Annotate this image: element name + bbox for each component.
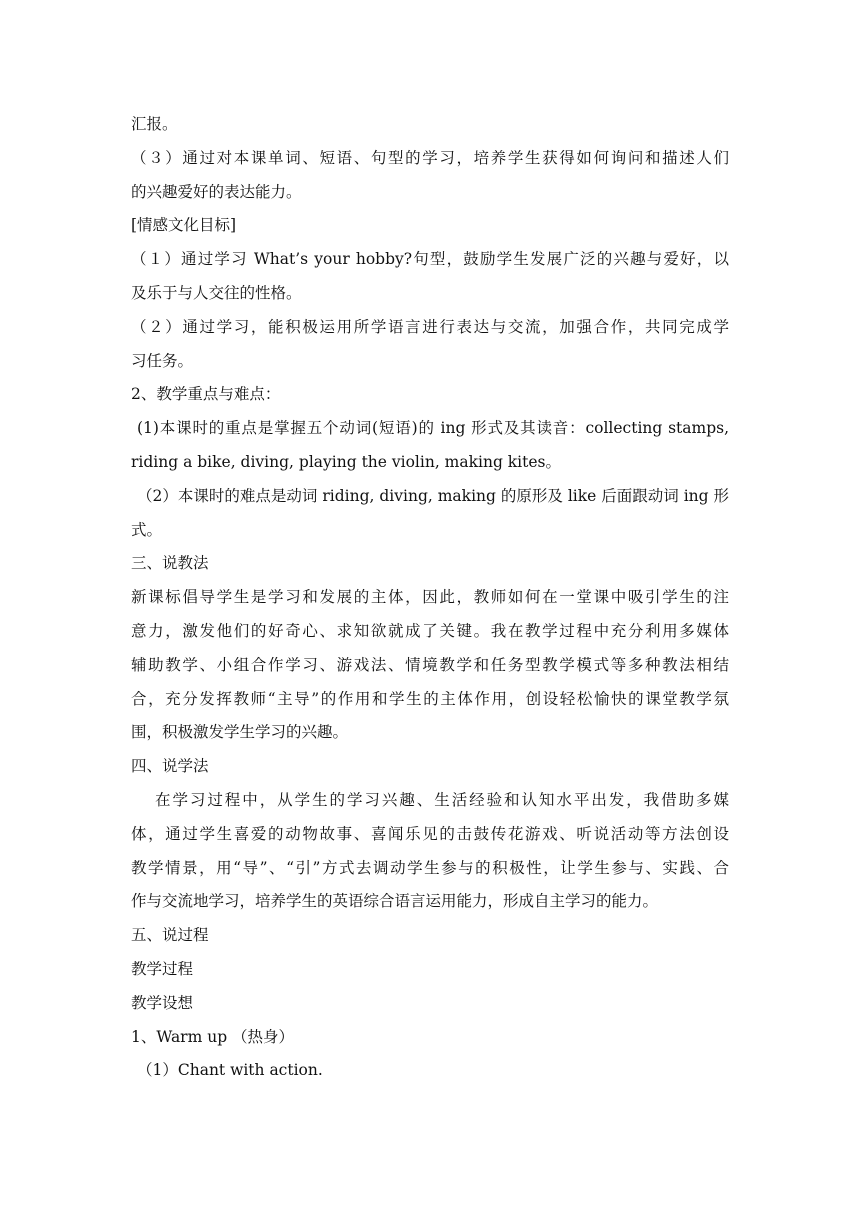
section-heading-key-points: 2、教学重点与难点： <box>131 385 281 404</box>
section-heading-learning-methods: 四、说学法 <box>131 757 209 776</box>
text-line: 新课标倡导学生是学习和发展的主体，因此，教师如何在一堂课中吸引学生的注 <box>131 588 729 607</box>
text-line: （2）本课时的难点是动词 riding, diving, making 的原形及 like 后面跟动词 ing 形 <box>137 486 729 505</box>
step-heading-warm-up: 1、Warm up （热身） <box>131 1027 295 1046</box>
text-line: 围，积极激发学生学习的兴趣。 <box>131 723 349 742</box>
text-line: （1）Chant with action. <box>137 1061 323 1080</box>
section-heading-affective-goals: [情感文化目标] <box>131 216 237 235</box>
section-heading-process: 五、说过程 <box>131 926 209 945</box>
text-line: 在学习过程中，从学生的学习兴趣、生活经验和认知水平出发，我借助多媒 <box>155 790 729 809</box>
text-line: 教学情景，用“导”、“引”方式去调动学生参与的积极性，让学生参与、实践、合 <box>131 858 729 877</box>
text-line: 合，充分发挥教师“主导”的作用和学生的主体作用，创设轻松愉快的课堂教学氛 <box>131 689 729 708</box>
section-heading-teaching-methods: 三、说教法 <box>131 554 209 573</box>
text-line: （３）通过对本课单词、短语、句型的学习，培养学生获得如何询问和描述人们 <box>131 148 729 167</box>
text-line: riding a bike, diving, playing the violin, making kites。 <box>131 452 561 471</box>
text-line: （２）通过学习，能积极运用所学语言进行表达与交流，加强合作，共同完成学 <box>131 317 729 336</box>
document-body <box>131 108 729 1088</box>
text-line: 作与交流地学习，培养学生的英语综合语言运用能力，形成自主学习的能力。 <box>131 892 659 911</box>
text-line: 的兴趣爱好的表达能力。 <box>131 182 302 201</box>
text-line: 式。 <box>131 520 163 539</box>
subheading-teaching-process: 教学过程 <box>131 959 194 978</box>
text-line: 及乐于与人交往的性格。 <box>131 283 302 302</box>
subheading-teaching-design: 教学设想 <box>131 993 194 1012</box>
text-line: 体，通过学生喜爱的动物故事、喜闻乐见的击鼓传花游戏、听说活动等方法创设 <box>131 824 729 843</box>
text-line: 辅助教学、小组合作学习、游戏法、情境教学和任务型教学模式等多种教法相结 <box>131 655 729 674</box>
text-line: （１）通过学习 What’s your hobby?句型，鼓励学生发展广泛的兴趣与爱好，以 <box>131 250 729 269</box>
text-line: (1)本课时的重点是掌握五个动词(短语)的 ing 形式及其读音：collecting stamps, <box>137 419 729 438</box>
text-line: 意力，激发他们的好奇心、求知欲就成了关键。我在教学过程中充分利用多媒体 <box>131 621 729 640</box>
text-line: 习任务。 <box>131 351 194 370</box>
text-line: 汇报。 <box>131 115 178 133</box>
